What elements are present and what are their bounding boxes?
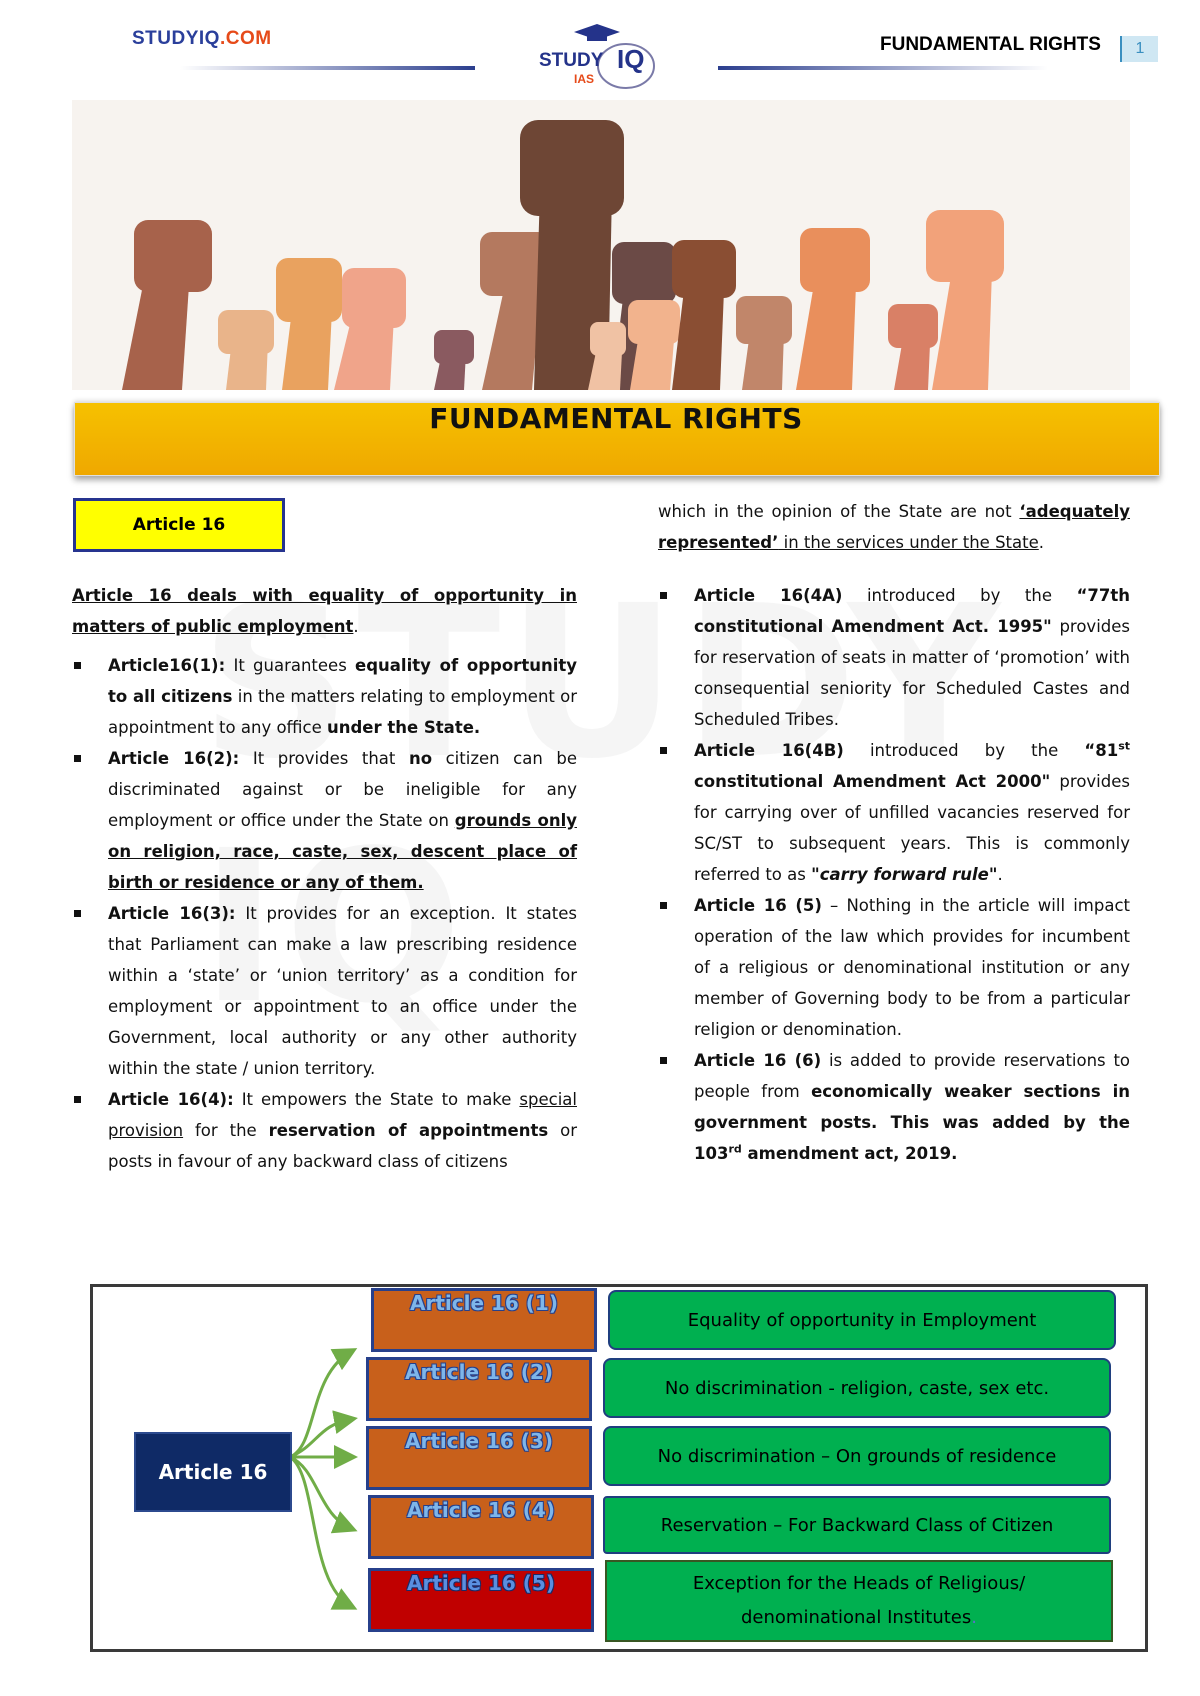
continuation-paragraph: which in the opinion of the State are not ‘adequately represented’ in the services under the State.: [658, 502, 1130, 552]
left-column: [72, 580, 577, 1177]
list-item: Article16(1): It guarantees equality of opportunity to all citizens in the matters relating to employment or appointment to any office under the State.: [72, 650, 577, 743]
list-item: Article 16 (6) is added to provide reservations to people from economically weaker sections in government posts. This was added by the 103rd amendment act, 2019.: [658, 1045, 1130, 1169]
list-item: Article 16(4A) introduced by the “77th constitutional Amendment Act. 1995" provides for reservation of seats in matter of ‘promotion’ with consequential seniority for Scheduled Castes and Scheduled Tribes.: [658, 580, 1130, 735]
article-16-4-box: Article 16 (4): [368, 1495, 594, 1559]
list-item: Article 16 (5) – Nothing in the article will impact operation of the law which provides for incumbent of a religious or denominational institution or any member of Governing body to be from a particular religion or denomination.: [658, 890, 1130, 1045]
article-16-2-box: Article 16 (2): [366, 1357, 592, 1421]
description-box: Equality of opportunity in Employment: [608, 1290, 1116, 1350]
page-title: FUNDAMENTAL RIGHTS: [429, 402, 803, 435]
article-16-3-box: Article 16 (3): [366, 1426, 592, 1490]
article-16-1-box: Article 16 (1): [371, 1288, 597, 1352]
list-item: Article 16(2): It provides that no citizen can be discriminated against or be ineligible for any employment or office under the State on grounds only on religion, race, caste, sex, descent place of birth or residence or any of them.: [72, 743, 577, 898]
article-tag: Article 16: [73, 498, 285, 552]
list-item: Article 16(4): It empowers the State to make special provision for the reservation of appointments or posts in favour of any backward class of citizens: [72, 1084, 577, 1177]
logo-iq: IQ: [617, 44, 645, 74]
description-box: Exception for the Heads of Religious/ denominational Institutes.: [605, 1560, 1113, 1642]
branch-arrows: [288, 1345, 368, 1625]
list-item: Article 16(4B) introduced by the “81st constitutional Amendment Act 2000" provides for carrying over of unfilled vacancies reserved for SC/ST to subsequent years. This is commonly referred to as "carry forward rule".: [658, 735, 1130, 890]
header-doc-title: FUNDAMENTAL RIGHTS: [880, 34, 1101, 55]
header-rule-left: [180, 66, 475, 70]
header-rule-right: [718, 66, 1048, 70]
list-item: Article 16(3): It provides for an exception. It states that Parliament can make a law prescribing residence within a ‘state’ or ‘union territory’ as a condition for employment or appointment to an office under the Government, local authority or any other authority within the state / union territory.: [72, 898, 577, 1084]
description-box: Reservation – For Backward Class of Citizen: [603, 1496, 1111, 1554]
description-box: No discrimination - religion, caste, sex etc.: [603, 1358, 1111, 1418]
article-16-root-box: Article 16: [134, 1432, 292, 1512]
article-16-5-box: Article 16 (5): [368, 1568, 594, 1632]
site-link[interactable]: STUDYIQ.COM: [132, 28, 272, 49]
right-column: [658, 496, 1130, 1169]
banner-fists-illustration: [72, 100, 1130, 390]
logo-study: STUDY: [539, 50, 604, 71]
logo-ias: IAS: [574, 72, 595, 86]
description-box: No discrimination – On grounds of residence: [603, 1426, 1111, 1486]
fist-icon: [122, 120, 1004, 390]
page-number: 1: [1120, 36, 1158, 62]
intro-paragraph: Article 16 deals with equality of opportunity in matters of public employment.: [72, 586, 577, 636]
